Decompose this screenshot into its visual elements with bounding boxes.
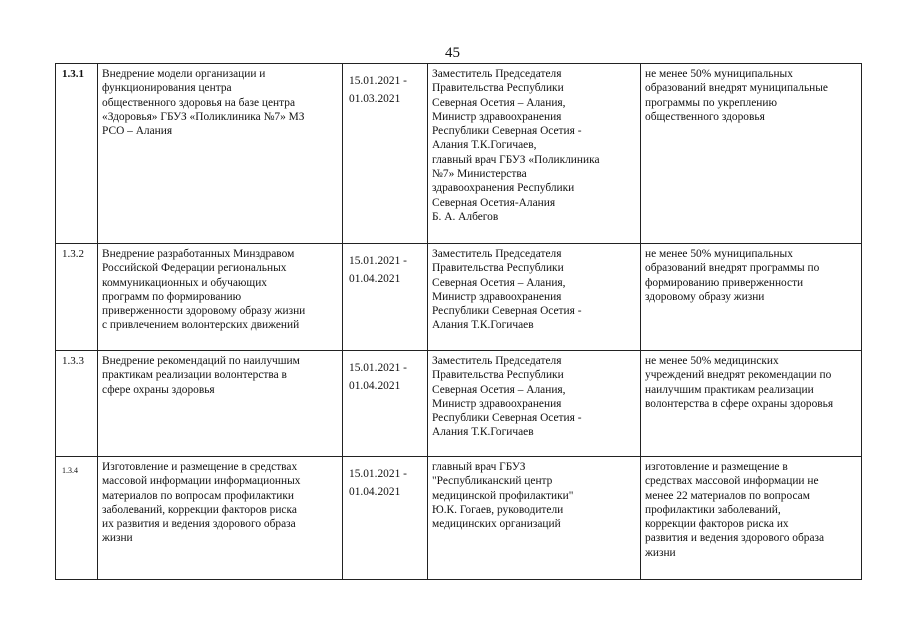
responsible-cell-line: главный врач ГБУЗ [432, 461, 526, 473]
activity-cell [98, 64, 343, 244]
result-cell-line: не менее 50% медицинских [645, 355, 779, 367]
result-cell-line: образований внедрят программы по [645, 262, 820, 275]
table-row [56, 351, 862, 457]
responsible-cell [428, 64, 641, 244]
responsible-cell-line: Северная Осетия – Алания, [432, 276, 566, 289]
responsible-cell-line: Республики Северная Осетия - [432, 125, 582, 138]
dates-cell [343, 351, 428, 457]
date-end: 01.04.2021 [349, 380, 401, 392]
date-end: 01.04.2021 [349, 273, 401, 285]
activity-cell-line: «Здоровья» ГБУЗ «Поликлиника №7» МЗ [102, 110, 305, 123]
responsible-cell-line: Северная Осетия – Алания, [432, 96, 566, 109]
row-number: 1.3.2 [56, 244, 98, 351]
responsible-cell [428, 244, 641, 351]
date-start: 15.01.2021 - [349, 362, 407, 374]
dates-cell [343, 244, 428, 351]
responsible-cell-line: медицинской профилактики" [432, 489, 574, 502]
responsible-cell-line: Заместитель Председателя [432, 68, 562, 80]
activity-cell-line: заболеваний, коррекции факторов риска [102, 503, 297, 516]
responsible-cell-line: главный врач ГБУЗ «Поликлиника [432, 153, 600, 166]
responsible-cell-line: Правительства Республики [432, 82, 564, 95]
result-cell-line: менее 22 материалов по вопросам [645, 489, 810, 502]
date-start: 15.01.2021 - [349, 255, 407, 267]
responsible-cell-line: Алания Т.К.Гогичаев, [432, 139, 537, 152]
responsible-cell-line: Правительства Республики [432, 369, 564, 382]
result-cell-line: изготовление и размещение в [645, 461, 788, 473]
activity-cell-line: РСО – Алания [102, 125, 173, 138]
responsible-cell-line: Министр здравоохранения [432, 110, 562, 123]
activity-cell-line: жизни [102, 532, 133, 545]
responsible-cell [428, 457, 641, 580]
result-cell [641, 244, 862, 351]
activity-cell-line: функционирования центра [102, 82, 232, 95]
activity-cell-line: с привлечением волонтерских движений [102, 319, 300, 332]
result-cell-line: наилучшим практикам реализации [645, 383, 814, 396]
result-cell-line: средствах массовой информации не [645, 475, 819, 488]
activity-cell-line: сфере охраны здоровья [102, 383, 215, 396]
activity-cell-line: Внедрение модели организации и [102, 68, 266, 80]
date-start: 15.01.2021 - [349, 75, 407, 87]
activities-table [55, 63, 862, 580]
responsible-cell-line: Республики Северная Осетия - [432, 305, 582, 318]
responsible-cell-line: Правительства Республики [432, 262, 564, 275]
activity-cell [98, 244, 343, 351]
responsible-cell-line: №7» Министерства [432, 168, 527, 181]
activity-cell [98, 351, 343, 457]
responsible-cell-line: Заместитель Председателя [432, 355, 562, 367]
responsible-cell-line: Министр здравоохранения [432, 397, 562, 410]
table-row [56, 64, 862, 244]
responsible-cell-line: здравоохранения Республики [432, 182, 575, 195]
result-cell-line: не менее 50% муниципальных [645, 248, 793, 260]
responsible-cell-line: Северная Осетия – Алания, [432, 383, 566, 396]
activity-cell-line: практикам реализации волонтерства в [102, 369, 287, 382]
date-start: 15.01.2021 - [349, 468, 407, 480]
row-number: 1.3.1 [56, 64, 98, 244]
responsible-cell-line: Заместитель Председателя [432, 248, 562, 260]
activity-cell-line: Внедрение рекомендаций по наилучшим [102, 355, 300, 367]
responsible-cell-line: Северная Осетия-Алания [432, 196, 556, 209]
activity-cell-line: Внедрение разработанных Минздравом [102, 248, 295, 260]
table-row [56, 457, 862, 580]
activity-cell-line: Российской Федерации региональных [102, 262, 287, 275]
result-cell [641, 351, 862, 457]
responsible-cell-line: Министр здравоохранения [432, 290, 562, 303]
responsible-cell-line: Алания Т.К.Гогичаев [432, 426, 534, 439]
responsible-cell-line: Алания Т.К.Гогичаев [432, 319, 534, 332]
activity-cell-line: программ по формированию [102, 290, 242, 303]
result-cell-line: учреждений внедрят рекомендации по [645, 369, 832, 382]
dates-cell [343, 64, 428, 244]
activity-cell [98, 457, 343, 580]
date-end: 01.04.2021 [349, 486, 401, 498]
result-cell-line: образований внедрят муниципальные [645, 82, 828, 95]
activity-cell-line: приверженности здоровому образу жизни [102, 305, 306, 318]
result-cell-line: волонтерства в сфере охраны здоровья [645, 397, 834, 410]
dates-cell [343, 457, 428, 580]
result-cell-line: общественного здоровья [645, 110, 765, 123]
responsible-cell-line: "Республиканский центр [432, 475, 553, 488]
result-cell-line: развития и ведения здорового образа [645, 532, 825, 545]
activity-cell-line: их развития и ведения здорового образа [102, 518, 296, 531]
responsible-cell-line: Б. А. Албегов [432, 210, 499, 223]
responsible-cell-line: медицинских организаций [432, 518, 561, 531]
result-cell [641, 457, 862, 580]
date-end: 01.03.2021 [349, 93, 401, 105]
result-cell-line: формированию приверженности [645, 276, 804, 289]
result-cell-line: не менее 50% муниципальных [645, 68, 793, 80]
activity-cell-line: коммуникационных и обучающих [102, 276, 267, 289]
result-cell-line: программы по укреплению [645, 96, 777, 109]
row-number: 1.3.4 [56, 457, 98, 580]
table-row [56, 244, 862, 351]
responsible-cell [428, 351, 641, 457]
result-cell-line: жизни [645, 546, 676, 559]
responsible-cell-line: Ю.К. Гогаев, руководители [432, 503, 564, 516]
result-cell-line: коррекции факторов риска их [645, 518, 789, 531]
activity-cell-line: Изготовление и размещение в средствах [102, 461, 298, 473]
result-cell [641, 64, 862, 244]
row-number: 1.3.3 [56, 351, 98, 457]
result-cell-line: здоровому образу жизни [645, 290, 765, 303]
activity-cell-line: общественного здоровья на базе центра [102, 96, 296, 109]
responsible-cell-line: Республики Северная Осетия - [432, 412, 582, 425]
result-cell-line: профилактики заболеваний, [645, 503, 781, 516]
page-number: 45 [445, 45, 460, 61]
activity-cell-line: массовой информации информационных [102, 475, 301, 488]
activity-cell-line: материалов по вопросам профилактики [102, 489, 294, 502]
